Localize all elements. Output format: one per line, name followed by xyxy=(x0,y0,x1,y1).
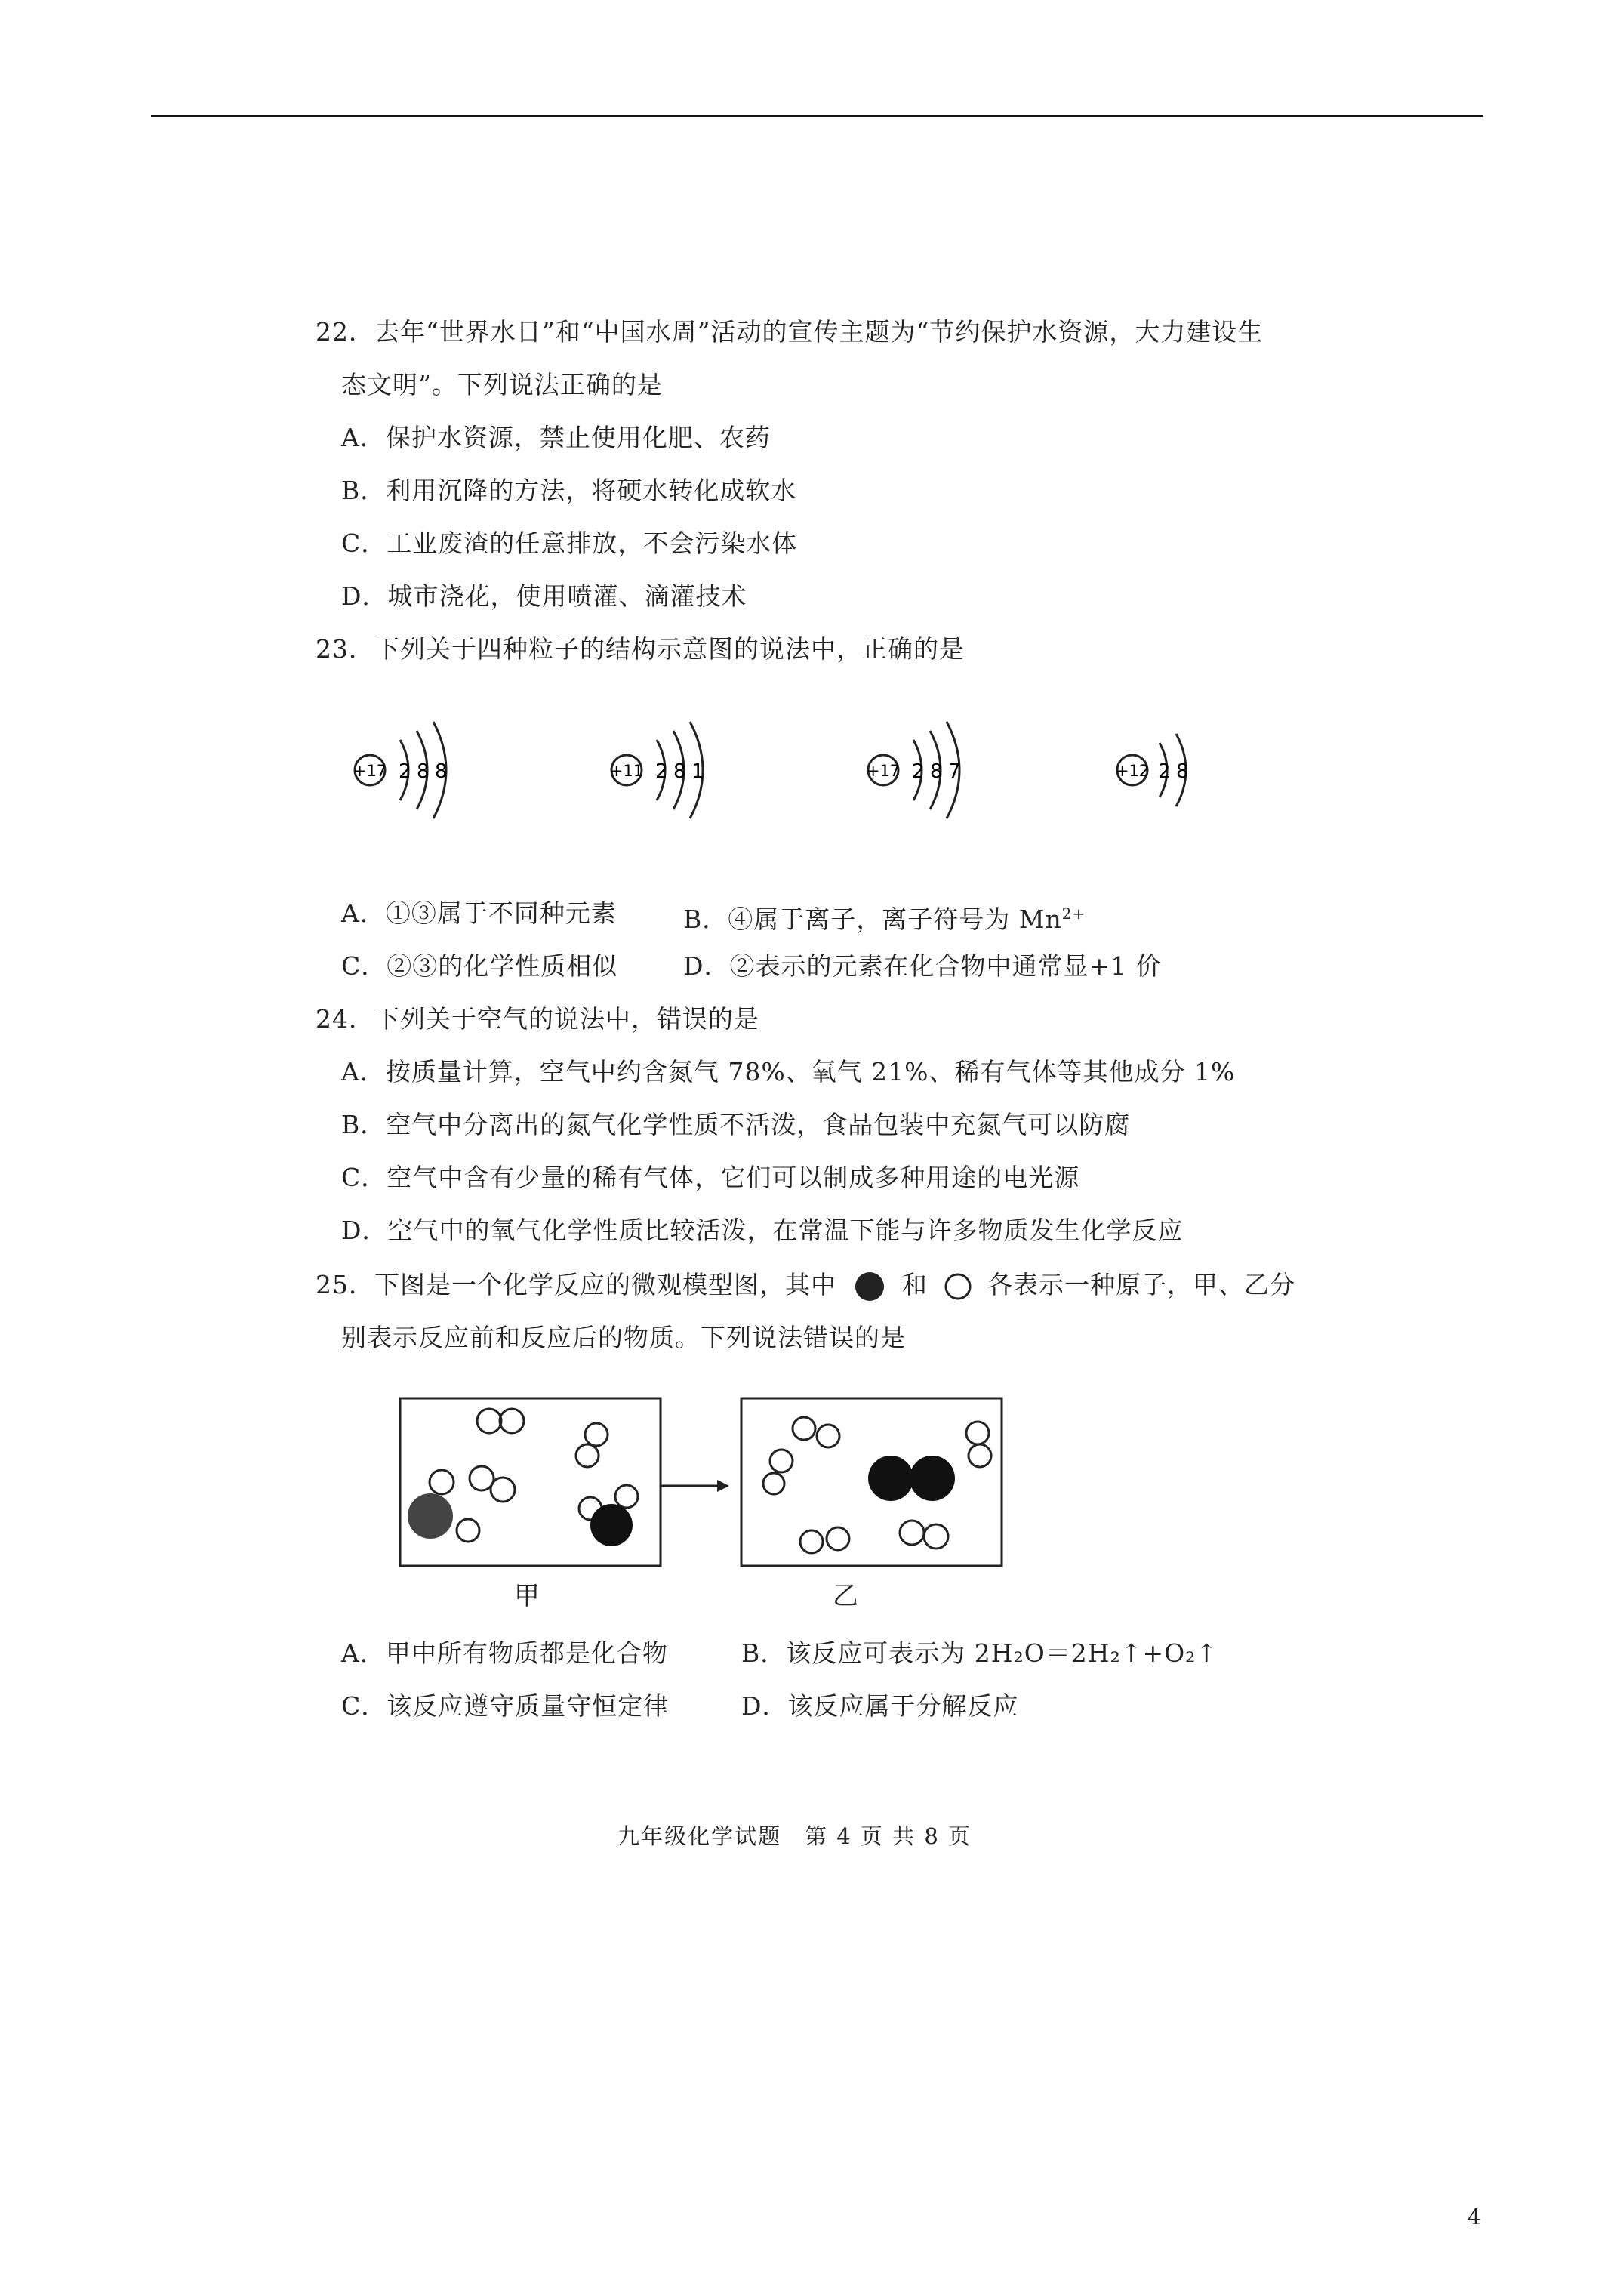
q24-option-a: A．按质量计算，空气中约含氮气 78%、氧气 21%、稀有气体等其他成分 1% xyxy=(341,1057,1236,1086)
q24-option-c: C．空气中含有少量的稀有气体，它们可以制成多种用途的电光源 xyxy=(341,1163,1080,1192)
q25-stem-part2: 和 xyxy=(902,1270,928,1299)
atom-2-shell-2: 8 xyxy=(673,760,686,783)
q22-option-c: C．工业废渣的任意排放，不会污染水体 xyxy=(341,529,798,558)
q25-stem-part3: 各表示一种原子，甲、乙分 xyxy=(987,1270,1295,1299)
q24-option-d: D．空气中的氧气化学性质比较活泼，在常温下能与许多物质发生化学反应 xyxy=(341,1216,1184,1245)
atom-1-shell-2: 8 xyxy=(417,760,430,783)
q22-stem-line2: 态文明”。下列说法正确的是 xyxy=(341,370,663,399)
atom-1-nucleus: +17 xyxy=(353,762,387,780)
q22-option-b: B．利用沉降的方法，将硬水转化成软水 xyxy=(341,476,797,505)
q25-option-c: C．该反应遵守质量守恒定律 xyxy=(341,1691,670,1721)
q23-option-c: C．②③的化学性质相似 xyxy=(341,951,618,981)
atom-3-shell-3: 7 xyxy=(948,760,961,783)
q23-stem: 23．下列关于四种粒子的结构示意图的说法中，正确的是 xyxy=(316,634,965,664)
reactant-label: 甲 xyxy=(514,1581,540,1611)
product-label: 乙 xyxy=(833,1581,858,1611)
q23-option-a: A．①③属于不同种元素 xyxy=(341,898,617,928)
reaction-model-diagram xyxy=(393,1389,1057,1578)
page-footer: 九年级化学试题 第 4 页 共 8 页 xyxy=(617,1823,972,1849)
atom-diagram-3 xyxy=(867,722,961,876)
atom-3-shell-2: 8 xyxy=(930,760,943,783)
white-atom-icon xyxy=(937,1271,979,1302)
q25-option-b: B．该反应可表示为 2H₂O＝2H₂↑+O₂↑ xyxy=(741,1638,1218,1668)
q24-stem: 24．下列关于空气的说法中，错误的是 xyxy=(316,1004,759,1034)
atom-structure-diagrams xyxy=(332,695,1238,876)
q23-option-b-text: B．④属于离子，离子符号为 Mn xyxy=(683,905,1062,934)
atom-diagram-1 xyxy=(353,722,448,876)
q24-option-b: B．空气中分离出的氮气化学性质不活泼，食品包装中充氮气可以防腐 xyxy=(341,1110,1131,1139)
q23-option-b-charge: 2+ xyxy=(1061,905,1086,923)
q23-option-d: D．②表示的元素在化合物中通常显+1 价 xyxy=(683,951,1162,981)
atom-4-shell-2: 8 xyxy=(1176,760,1189,783)
atom-2-nucleus: +11 xyxy=(609,762,644,780)
q22-option-a: A．保护水资源，禁止使用化肥、农药 xyxy=(341,423,771,452)
q25-stem-line2: 别表示反应前和反应后的物质。下列说法错误的是 xyxy=(341,1323,906,1352)
atom-2-shell-1: 2 xyxy=(655,760,668,783)
q25-stem-line1 xyxy=(316,1270,1295,1302)
page-number: 4 xyxy=(1467,2205,1481,2230)
atom-3-nucleus: +17 xyxy=(866,762,901,780)
atom-4-shell-1: 2 xyxy=(1158,760,1171,783)
atom-2-shell-3: 1 xyxy=(691,760,704,783)
q23-option-b xyxy=(683,898,1086,935)
atom-3-shell-1: 2 xyxy=(912,760,925,783)
black-atom-icon xyxy=(845,1271,894,1302)
atom-1-shell-3: 8 xyxy=(435,760,448,783)
q22-stem-line1: 22．去年“世界水日”和“中国水周”活动的宣传主题为“节约保护水资源，大力建设生 xyxy=(316,317,1264,347)
atom-1-shell-1: 2 xyxy=(399,760,411,783)
atom-diagram-2 xyxy=(610,722,704,876)
atom-diagram-4 xyxy=(1116,734,1189,876)
q25-option-a: A．甲中所有物质都是化合物 xyxy=(341,1638,668,1668)
atom-4-nucleus: +12 xyxy=(1115,762,1150,780)
q22-option-d: D．城市浇花，使用喷灌、滴灌技术 xyxy=(341,581,747,611)
q25-stem-part1: 25．下图是一个化学反应的微观模型图，其中 xyxy=(316,1270,836,1299)
top-rule xyxy=(151,115,1483,117)
q25-option-d: D．该反应属于分解反应 xyxy=(741,1691,1019,1721)
